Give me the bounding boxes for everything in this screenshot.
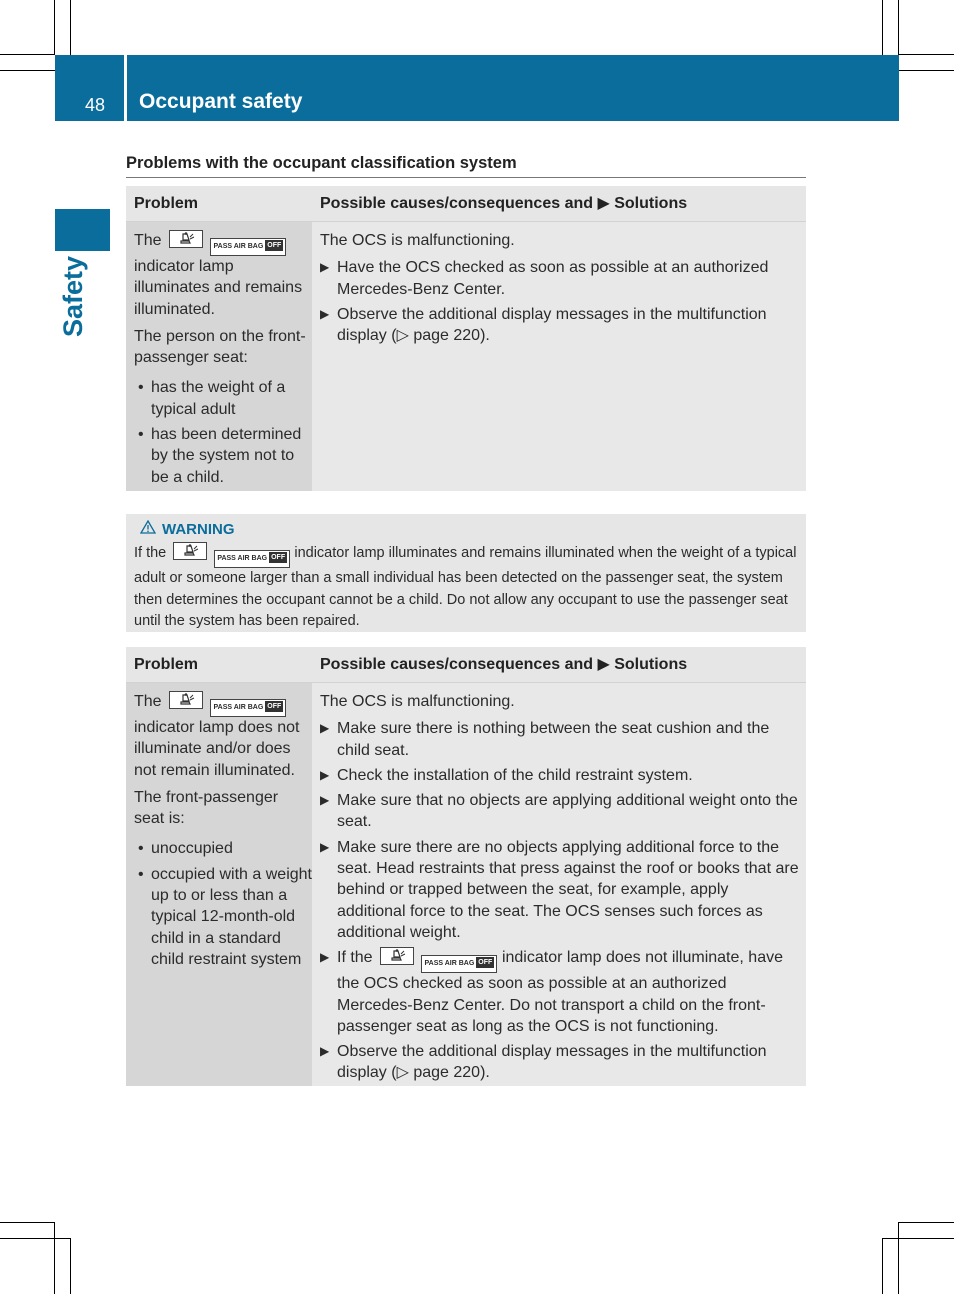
step-item: ▶ Observe the additional display messages in the multifunction display (▷ page 220). (320, 1043, 767, 1082)
header-problem: Problem (134, 656, 199, 673)
table-header (126, 647, 806, 683)
problem-cell (126, 683, 312, 1086)
list-item: • has been determined by the system not to be a child. (134, 424, 312, 488)
crop-mark (70, 0, 71, 55)
crop-mark (882, 1238, 954, 1239)
header-problem: Problem (134, 195, 199, 212)
section-rule (126, 177, 806, 178)
cause-text: The OCS is malfunctioning. (320, 693, 515, 710)
pass-air-bag-off-icon: PASS AIR BAG OFF (210, 238, 286, 256)
problem-table-2 (126, 647, 806, 1086)
warning-text: If the PASS AIR BAG OFF indicator lamp illuminates and remains illuminated when the weight of a typical adult or someone larger than a small individual has been detected on the passenger seat, the system then determines the occupant cannot be a child. Do not allow any occupant to use the passenger seat until the system has been repaired. (134, 542, 800, 633)
table-header (126, 186, 806, 222)
header-divider (124, 55, 127, 121)
step-item: ▶ Check the installation of the child restraint system. (320, 765, 800, 786)
problem-table-1 (126, 186, 806, 491)
crop-mark (54, 0, 55, 55)
solution-cell (312, 222, 806, 491)
step-arrow-icon: ▶ (320, 260, 330, 275)
crop-mark (0, 1238, 71, 1239)
crop-mark (0, 1222, 55, 1223)
crop-mark (898, 0, 899, 55)
crop-mark (54, 1222, 55, 1294)
crop-mark (899, 54, 954, 55)
step-arrow-icon: ▶ (320, 839, 330, 854)
crop-mark (0, 54, 55, 55)
problem-cell (126, 222, 312, 491)
side-tab (55, 209, 110, 251)
problem-description: The PASS AIR BAG OFF indicator lamp illuminates and remains illuminated. (134, 232, 303, 318)
seat-text: The front-passenger seat is: (134, 788, 279, 828)
solution-cell (312, 683, 806, 1086)
step-arrow-icon: ▶ (320, 767, 330, 782)
side-tab-label: Safety (58, 255, 88, 337)
step-arrow-icon: ▶ (320, 950, 330, 965)
pass-air-bag-off-icon: PASS AIR BAG OFF (210, 699, 286, 717)
occupant-seat-icon (169, 230, 203, 248)
step-item: ▶ Observe the additional display messages in the multifunction display (▷ page 220). (320, 305, 767, 345)
list-item: • occupied with a weight up to or less than a typical 12-month-old child in a standard child restraint system (134, 864, 312, 970)
crop-mark (70, 1238, 71, 1294)
table-row (126, 222, 806, 491)
crop-mark (899, 1222, 954, 1223)
crop-mark (0, 70, 55, 71)
crop-mark (882, 1238, 883, 1294)
warning-triangle-icon (140, 520, 156, 540)
section-title: Problems with the occupant classification system (126, 154, 517, 172)
pass-air-bag-off-icon: PASS AIR BAG OFF (214, 550, 290, 568)
page-title: Occupant safety (139, 90, 303, 113)
problem-description: The PASS AIR BAG OFF indicator lamp does not illuminate and/or does not remain illuminated. (134, 693, 300, 779)
table-row (126, 683, 806, 1086)
step-item: ▶ Make sure that no objects are applying additional weight onto the seat. (320, 792, 798, 831)
occupant-seat-icon (380, 947, 414, 965)
page-number: 48 (85, 95, 106, 115)
occupant-seat-icon (173, 542, 207, 560)
header-causes: Possible causes/consequences and ▶ Solutions (320, 195, 688, 212)
step-arrow-icon: ▶ (320, 721, 330, 736)
crop-mark (898, 1222, 899, 1294)
list-item: • has the weight of a typical adult (134, 377, 312, 420)
step-item: ▶ If the PASS AIR BAG OFF indicator lamp does not illuminate, have the OCS checked as soon as possible at an authorized Mercedes-Benz Center. Do not transport a child on the front-passenger seat as long as the OCS is not functioning. (320, 949, 783, 1035)
step-arrow-icon: ▶ (320, 1044, 330, 1059)
header-causes: Possible causes/consequences and ▶ Solutions (320, 656, 688, 673)
step-arrow-icon: ▶ (320, 793, 330, 808)
step-arrow-icon: ▶ (320, 306, 330, 321)
crop-mark (882, 0, 883, 55)
warning-heading: WARNING (134, 520, 800, 540)
person-text: The person on the front-passenger seat: (134, 327, 306, 367)
step-item: ▶ Make sure there is nothing between the seat cushion and the child seat. (320, 720, 770, 759)
warning-box (126, 514, 806, 632)
crop-mark (899, 70, 954, 71)
step-item: ▶ Have the OCS checked as soon as possible at an authorized Mercedes-Benz Center. (320, 259, 769, 298)
step-item: ▶ Make sure there are no objects applying additional force to the seat. Head restraints that press against the roof or books that are behind or trapped between the seat, for example, apply additional force to the seat. The OCS senses such forces as additional weight. (320, 838, 799, 941)
pass-air-bag-off-icon: PASS AIR BAG OFF (421, 955, 497, 973)
cause-text: The OCS is malfunctioning. (320, 232, 515, 249)
list-item: • unoccupied (134, 838, 312, 859)
occupant-seat-icon (169, 691, 203, 709)
